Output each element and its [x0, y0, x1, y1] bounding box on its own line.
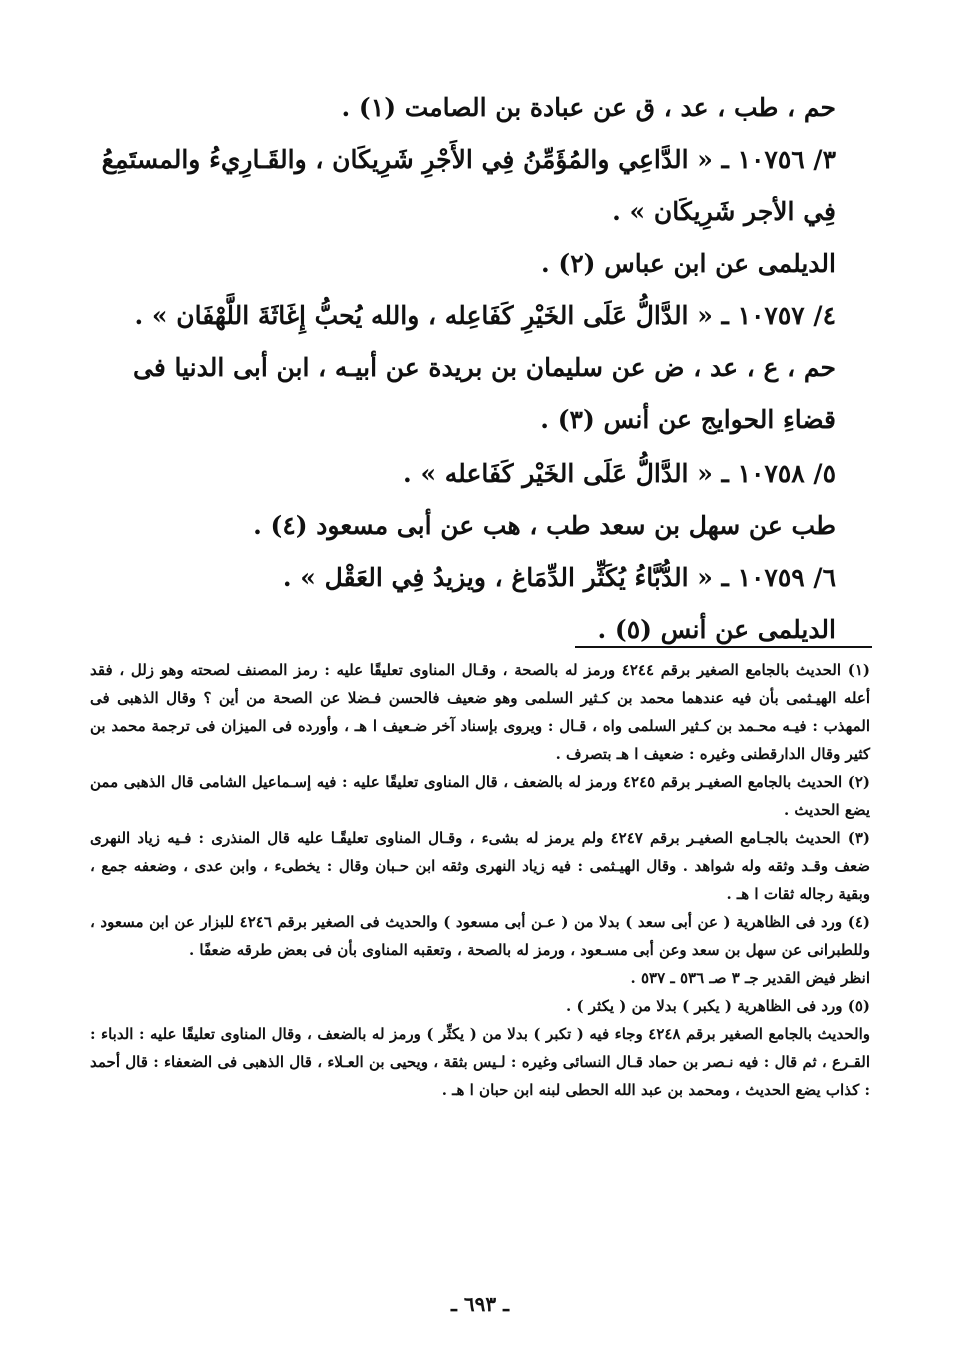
footnotes: [90, 656, 870, 1104]
source-line-2: الديلمى عن ابن عباس (٢) .: [540, 249, 836, 278]
footnote-4: (٤) ورد فى الظاهرية ( عن أبى سعد ) بدلا من ( عـن أبى مسعود ) والحديث فى الصغير برقم ٤٢٤٦ للبزار عن ابن مسعود ، وللطبرانى عن سهل بن سعد وعن أبى مسـعود ، ورمز له بالصحة ، وتعقبه المناوى بأن فى بعض طرقه ضعفًا .: [90, 913, 870, 959]
source-line-4: طب عن سهل بن سعد طب ، هب عن أبى مسعود (٤) .: [253, 511, 836, 540]
source-line-1: حم ، طب ، عد ، ق عن عبادة بن الصامت (١) .: [341, 93, 836, 122]
main-text: [96, 82, 836, 656]
source-line-5: الديلمى عن أنس (٥) .: [597, 615, 836, 644]
hadith-10758: ٥/ ١٠٧٥٨ ـ « الدَّالُّ عَلَى الخَيْر كَفَاعله » .: [403, 459, 836, 488]
footnote-separator: [575, 646, 872, 648]
footnote-3: (٣) الحديث بالجـامع الصغيـر برقم ٤٢٤٧ ولم يرمز له بشىء ، وقـال المناوى تعليقًـا عليه قال المنذرى : فـيه زياد النهرى ضعف وقـد وثقه وله شواهد . وقال الهيـثمى : فيه زياد النهرى وثقه ابن حـبان وقال : يخطىء ، وابن عدى ، وضعفه جمع ، وبقية رجاله ثقات ا هـ .: [90, 829, 871, 903]
footnote-4-reference: انظر فيض القدير جـ ٣ صـ ٥٣٦ ـ ٥٣٧ .: [630, 969, 870, 987]
footnote-5-continued: والحديث بالجامع الصغير برقم ٤٢٤٨ وجاء فيه ( تكبر ) بدلا من ( يكثِّر ) ورمز له بالضعف ، وقال المناوى تعليقًا عليه : الدباء : القـرع ، ثم قال : فيه نـصر بن حماد قـال النسائى وغيره : لـيس بثقة ، ويحيى بن العـلاء ، قال الذهبى فى الضعفاء : قال أحمد : كذاب يضع الحديث ، ومحمد بن عبد الله الحطى لبنه ابن حبان ا هـ .: [90, 1025, 870, 1099]
hadith-10756: ٣/ ١٠٧٥٦ ـ « الدَّاعِي والمُؤَمِّنُ فِي الأَجْرِ شَرِيكَان ، والقَـارِيءُ والمستَمِعُ فِي الأجر شَرِيكَان » .: [101, 145, 836, 226]
hadith-10757: ٤/ ١٠٧٥٧ ـ « الدَّالُّ عَلَى الخَيْرِ كَفَاعِله ، والله يُحبُّ إِغَاثَةَ اللَّهْفَان » .: [134, 301, 836, 330]
footnote-1: (١) الحديث بالجامع الصغير برقم ٤٢٤٤ ورمز له بالصحة ، وقـال المناوى تعليقًا عليه : رمز المصنف لصحته وهو زلل ، فقد أعله الهيـثمى بأن فيه عندهما محمد بن كـثير السلمى وهو ضعيف فالحسن فـضلا عن الصحة من أين ؟ وقال الذهبى فى المهذب : فيـه محـمد بن كـثير السلمى واه ، قـال : ويروى بإسناد آخر ضـعيف ا هـ ، وأورده فى الميزان فى ترجمة محمد بن كثير وقال الدارقطنى وغيره : ضعيف ا هـ بتصرف .: [90, 661, 870, 763]
page-number: ـ ٦٩٣ ـ: [451, 1292, 509, 1316]
hadith-10759: ٦/ ١٠٧٥٩ ـ « الدُّبَّاءُ يُكَثِّر الدِّمَاغ ، ويزيدُ فِي العَقْل » .: [282, 563, 836, 592]
footnote-5: (٥) ورد فى الظاهرية ( يكبر ) بدلا من ( يكثر ) .: [566, 997, 870, 1015]
source-line-3: حم ، ع ، عد ، ض عن سليمان بن بريدة عن أبيـه ، ابن أبى الدنيا فى قضاءِ الحوايج عن أنس (٣) .: [133, 353, 836, 434]
footnote-2: (٢) الحديث بالجامع الصغيـر برقم ٤٢٤٥ ورمز له بالضعف ، قال المناوى تعليقًا عليه : فيه إسـماعيل الشامى قال الذهبى ممن يضع الحديث .: [90, 773, 870, 819]
